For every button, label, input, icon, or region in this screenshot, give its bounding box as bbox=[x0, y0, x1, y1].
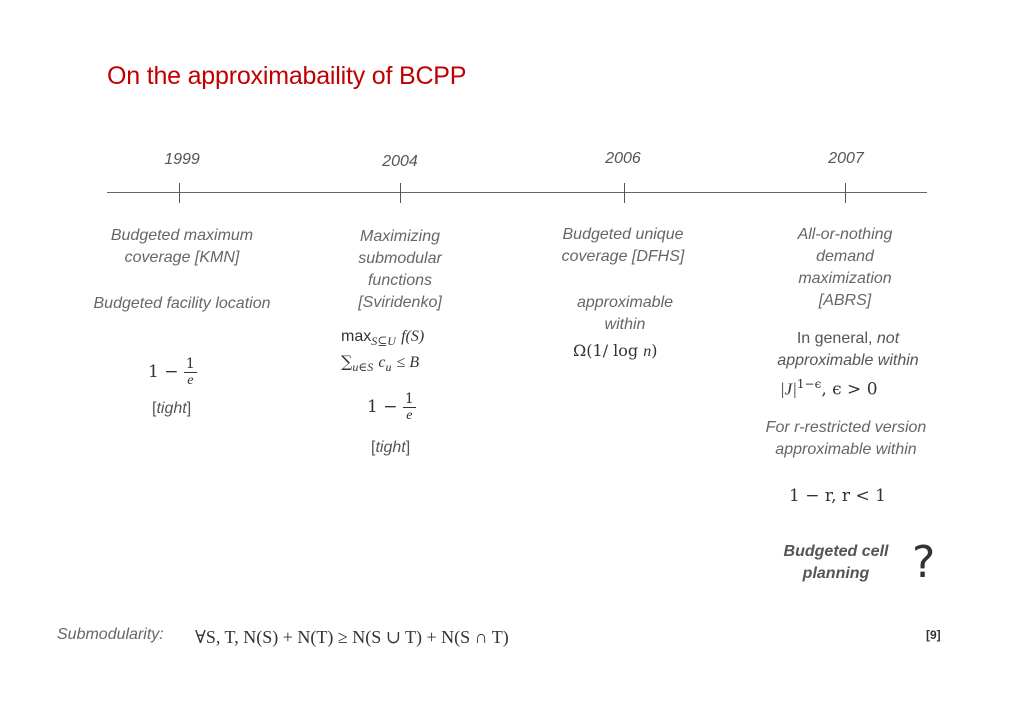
page-number: [9] bbox=[926, 628, 941, 642]
col1999-tight-text: tight bbox=[156, 400, 187, 417]
col2004-tight-text: tight bbox=[375, 439, 406, 456]
col2007-general bbox=[748, 328, 948, 372]
col2007-general-not: not bbox=[876, 330, 900, 347]
col2006-bound-n: n bbox=[643, 343, 652, 360]
col2007-bound1-rest: , ϵ > 0 bbox=[821, 379, 878, 400]
col1999-fraction bbox=[184, 357, 197, 388]
col2004-desc: Maximizing submodular functions [Sviridenko] bbox=[358, 228, 442, 311]
col2004-frac-den: e bbox=[406, 408, 413, 423]
question-mark: ? bbox=[912, 537, 936, 588]
col2004-obj-max: max bbox=[341, 328, 372, 345]
col1999-frac-den: e bbox=[187, 373, 194, 388]
tick-2007 bbox=[845, 183, 846, 203]
tick-2006 bbox=[624, 183, 625, 203]
col2004-obj-sub: S⊆U bbox=[371, 334, 396, 349]
col2007-bound1 bbox=[780, 377, 878, 400]
col2006-bound bbox=[573, 341, 658, 361]
col1999-item1: Budgeted maximum coverage [KMN] bbox=[110, 227, 254, 266]
year-1999: 1999 bbox=[164, 151, 200, 168]
col2007-general-prefix: In general, bbox=[796, 330, 877, 347]
col2004-tight: [tight] bbox=[371, 439, 411, 456]
year-2006: 2006 bbox=[605, 150, 641, 167]
year-2004: 2004 bbox=[382, 153, 418, 170]
submodularity-formula: ∀S, T, N(S) + N(T) ≥ N(S ∪ T) + N(S ∩ T) bbox=[195, 627, 509, 647]
year-2007: 2007 bbox=[828, 150, 864, 167]
col1999-tight: [tight] bbox=[152, 400, 192, 417]
col2006-bound-close: ) bbox=[651, 341, 658, 360]
submodularity-label: Submodularity: bbox=[57, 626, 164, 643]
col2004-sum-sub: u∈S bbox=[352, 360, 374, 375]
col2004-frac-num: 1 bbox=[404, 391, 414, 407]
col2004-obj-f: f(S) bbox=[401, 328, 425, 345]
col2004-bound bbox=[367, 392, 416, 423]
tick-2004 bbox=[400, 183, 401, 203]
col2004-c: c bbox=[378, 354, 386, 371]
col2006-desc: Budgeted unique coverage [DFHS] bbox=[561, 226, 685, 265]
col2007-bound1-base: |J| bbox=[780, 379, 797, 399]
tick-1999 bbox=[179, 183, 180, 203]
col2006-approx: approximable within bbox=[576, 294, 674, 333]
col2006-bound-omega: Ω(1/ log bbox=[573, 341, 644, 360]
col2004-fraction bbox=[403, 392, 416, 423]
col2007-bound1-exp: 1−ϵ bbox=[796, 377, 822, 391]
col1999-item2: Budgeted facility location bbox=[93, 295, 271, 312]
col2007-general-suffix: approximable within bbox=[777, 352, 919, 369]
col2004-objective bbox=[341, 326, 424, 349]
col1999-frac-num: 1 bbox=[185, 356, 195, 372]
col2007-desc: All-or-nothing demand maximization [ABRS] bbox=[797, 226, 893, 309]
col2004-le: ≤ B bbox=[396, 354, 420, 371]
col1999-bound-prefix: 1 − bbox=[148, 362, 179, 382]
col2007-restricted: For r-restricted version approximable within bbox=[765, 419, 927, 458]
col2004-bound-prefix: 1 − bbox=[367, 397, 398, 417]
col2004-sum: ∑ bbox=[341, 352, 353, 371]
slide-title: On the approximabaility of BCPP bbox=[107, 62, 467, 90]
timeline-axis bbox=[107, 192, 927, 193]
col2004-constraint bbox=[341, 352, 419, 375]
col2007-bound2: 1 − r, r < 1 bbox=[789, 486, 886, 506]
col2004-u: u bbox=[385, 360, 392, 375]
budgeted-cell-planning-label: Budgeted cell planning bbox=[783, 543, 889, 582]
col1999-bound bbox=[148, 357, 197, 388]
